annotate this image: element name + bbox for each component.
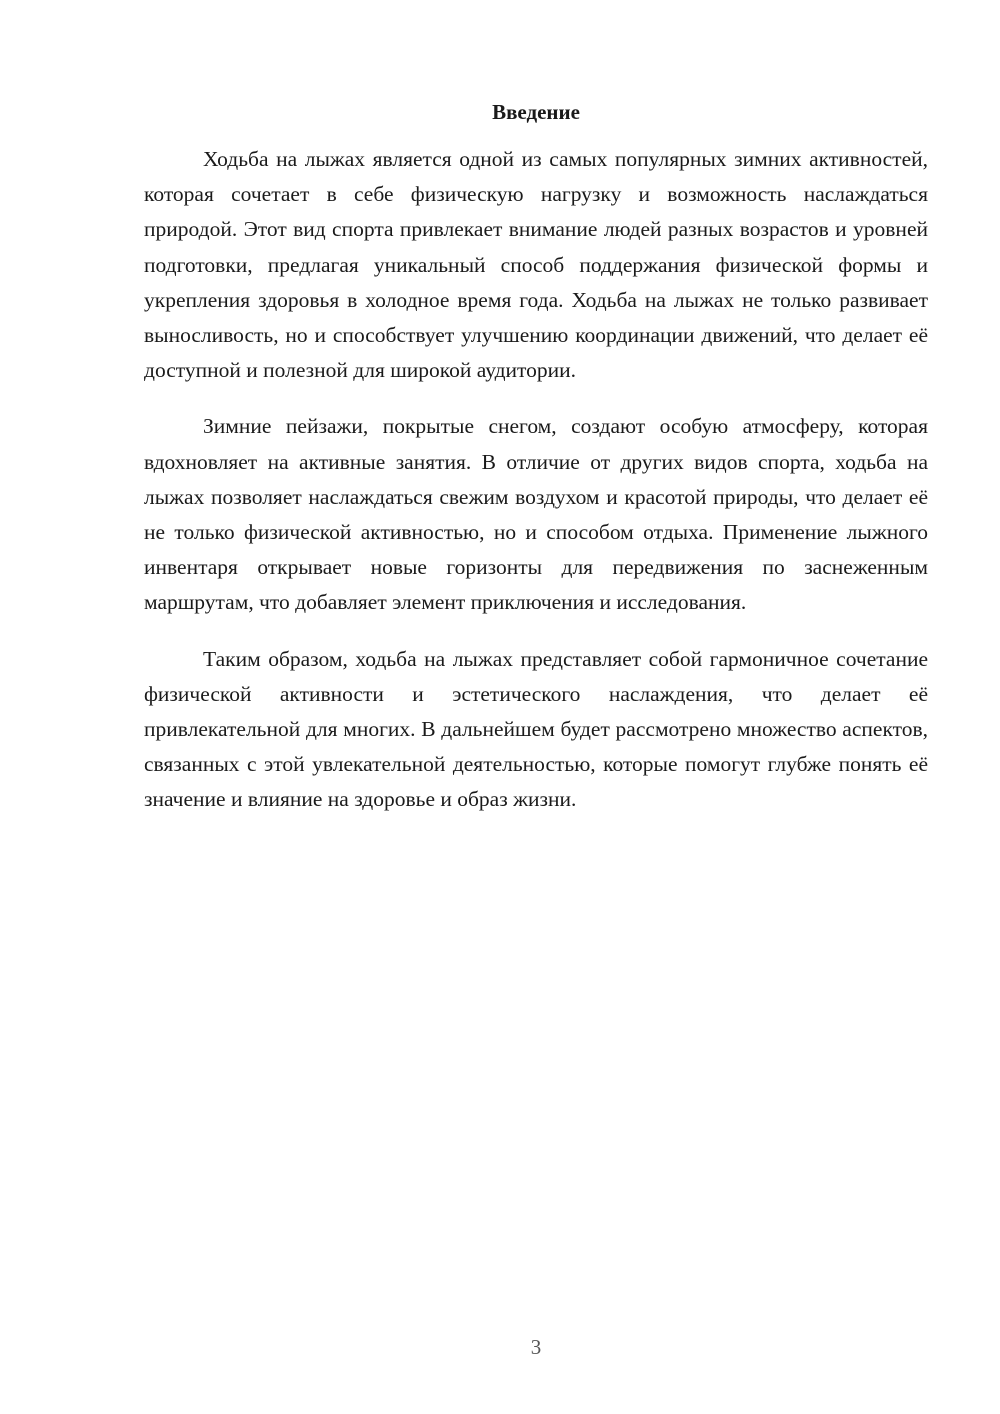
paragraph-1: Ходьба на лыжах является одной из самых популярных зимних активностей, которая сочетает в себе физическую нагрузку и возможность наслаждаться природой. Этот вид спорта привлекает внимание людей разных возрастов и уровней подготовки, предлагая уникальный способ поддержания физической формы и укрепления здоровья в холодное время года. Ходьба на лыжах не только развивает выносливость, но и способствует улучшению координации движений, что делает её доступной и полезной для широкой аудитории. <box>144 147 928 383</box>
paragraph-3: Таким образом, ходьба на лыжах представляет собой гармоничное сочетание физической активности и эстетического наслаждения, что делает её привлекательной для многих. В дальнейшем будет рассмотрено множество аспектов, связанных с этой увлекательной деятельностью, которые помогут глубже понять её значение и влияние на здоровье и образ жизни. <box>144 646 928 812</box>
paragraph-2: Зимние пейзажи, покрытые снегом, создают особую атмосферу, которая вдохновляет на активные занятия. В отличие от других видов спорта, ходьба на лыжах позволяет наслаждаться свежим воздухом и красотой природы, что делает её не только физической активностью, но и способом отдыха. Применение лыжного инвентаря открывает новые горизонты для передвижения по заснеженным маршрутам, что добавляет элемент приключения и исследования. <box>144 414 928 615</box>
section-heading: Введение <box>492 100 580 124</box>
page-number: 3 <box>530 1335 542 1359</box>
page-content <box>144 96 928 839</box>
